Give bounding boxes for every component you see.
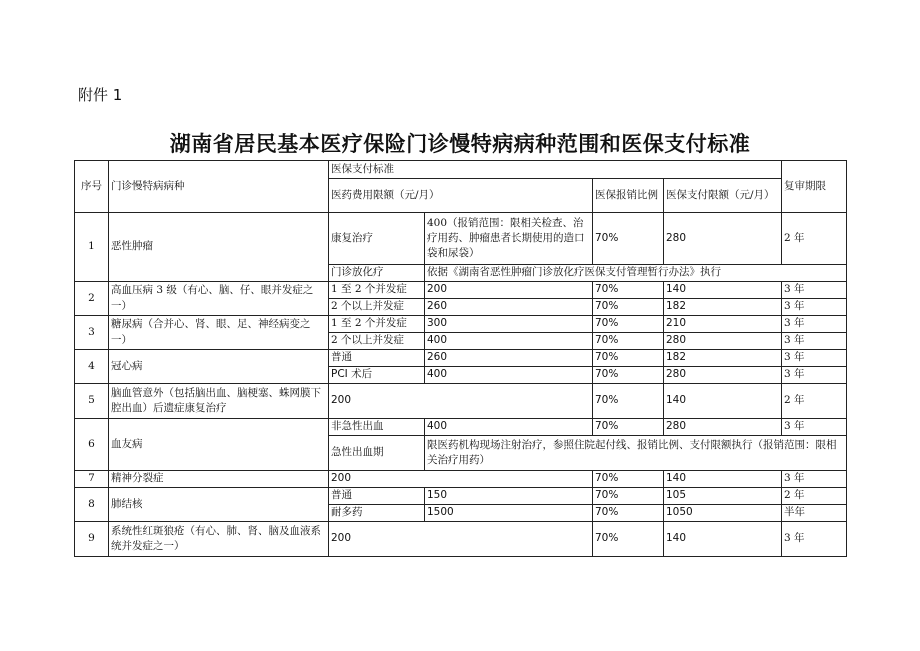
row-pay: 280: [664, 333, 782, 350]
row-subcategory: 1 至 2 个并发症: [329, 316, 425, 333]
row-note: 限医药机构现场注射治疗，参照住院起付线、报销比例、支付限额执行（报销范围：限相关治疗用药）: [425, 436, 847, 471]
row-review: 3 年: [782, 333, 847, 350]
row-pay: 182: [664, 299, 782, 316]
row-fee: 400: [425, 333, 593, 350]
header-pay-limit: 医保支付限额（元/月）: [664, 179, 782, 213]
coverage-table: [74, 160, 847, 557]
row-review: 2 年: [782, 213, 847, 265]
row-pay: 280: [664, 367, 782, 384]
row-subcategory: 2 个以上并发症: [329, 299, 425, 316]
row-pay: 140: [664, 282, 782, 299]
row-pay: 210: [664, 316, 782, 333]
row-pay: 140: [664, 522, 782, 557]
row-pay: 140: [664, 471, 782, 488]
row-review: 3 年: [782, 282, 847, 299]
row-seq: 3: [75, 316, 109, 350]
row-review: 3 年: [782, 350, 847, 367]
table-row: [75, 488, 847, 505]
row-seq: 9: [75, 522, 109, 557]
row-subcategory: 耐多药: [329, 505, 425, 522]
row-fee: 150: [425, 488, 593, 505]
row-seq: 6: [75, 419, 109, 471]
row-subcategory: 门诊放化疗: [329, 265, 425, 282]
row-disease: 高血压病 3 级（有心、脑、仔、眼并发症之一）: [109, 282, 329, 316]
row-review: 半年: [782, 505, 847, 522]
row-disease: 恶性肿瘤: [109, 213, 329, 282]
row-subcategory: 急性出血期: [329, 436, 425, 471]
row-ratio: 70%: [593, 384, 664, 419]
row-seq: 1: [75, 213, 109, 282]
header-seq: 序号: [75, 161, 109, 213]
row-fee: 260: [425, 299, 593, 316]
row-review: 3 年: [782, 522, 847, 557]
row-review: 3 年: [782, 316, 847, 333]
table-row: [75, 316, 847, 333]
row-fee: 1500: [425, 505, 593, 522]
row-pay: 280: [664, 213, 782, 265]
row-fee: 200: [425, 282, 593, 299]
table-row: [75, 522, 847, 557]
header-row-1: [75, 161, 847, 179]
row-subcategory: 普通: [329, 488, 425, 505]
table-row: [75, 384, 847, 419]
row-fee: 200: [329, 471, 593, 488]
row-subcategory: PCI 术后: [329, 367, 425, 384]
row-disease: 肺结核: [109, 488, 329, 522]
row-fee: 300: [425, 316, 593, 333]
row-ratio: 70%: [593, 471, 664, 488]
row-fee: 260: [425, 350, 593, 367]
row-disease: 血友病: [109, 419, 329, 471]
row-subcategory: 1 至 2 个并发症: [329, 282, 425, 299]
row-ratio: 70%: [593, 350, 664, 367]
table-row: [75, 350, 847, 367]
row-fee: 200: [329, 384, 593, 419]
row-fee: 400: [425, 419, 593, 436]
table-row: [75, 213, 847, 265]
row-pay: 1050: [664, 505, 782, 522]
table-row: [75, 419, 847, 436]
table-row: [75, 282, 847, 299]
row-review: 3 年: [782, 471, 847, 488]
row-pay: 280: [664, 419, 782, 436]
header-review: 复审期限: [782, 161, 847, 213]
row-ratio: 70%: [593, 213, 664, 265]
row-review: 3 年: [782, 299, 847, 316]
row-disease: 脑血管意外（包括脑出血、脑梗塞、蛛网膜下腔出血）后遗症康复治疗: [109, 384, 329, 419]
row-subcategory: 康复治疗: [329, 213, 425, 265]
row-disease: 冠心病: [109, 350, 329, 384]
row-fee: 400: [425, 367, 593, 384]
row-subcategory: 普通: [329, 350, 425, 367]
header-reimb-ratio: 医保报销比例: [593, 179, 664, 213]
row-ratio: 70%: [593, 522, 664, 557]
row-ratio: 70%: [593, 367, 664, 384]
row-fee: 400（报销范围：限相关检查、治疗用药、肿瘤患者长期使用的造口袋和尿袋）: [425, 213, 593, 265]
row-seq: 4: [75, 350, 109, 384]
row-ratio: 70%: [593, 333, 664, 350]
row-disease: 糖尿病（合并心、肾、眼、足、神经病变之一）: [109, 316, 329, 350]
row-note: 依据《湖南省恶性肿瘤门诊放化疗医保支付管理暂行办法》执行: [425, 265, 847, 282]
row-review: 3 年: [782, 367, 847, 384]
row-ratio: 70%: [593, 488, 664, 505]
row-seq: 5: [75, 384, 109, 419]
row-pay: 182: [664, 350, 782, 367]
row-ratio: 70%: [593, 505, 664, 522]
row-pay: 140: [664, 384, 782, 419]
row-disease: 精神分裂症: [109, 471, 329, 488]
row-fee: 200: [329, 522, 593, 557]
row-pay: 105: [664, 488, 782, 505]
row-ratio: 70%: [593, 282, 664, 299]
row-seq: 7: [75, 471, 109, 488]
row-seq: 8: [75, 488, 109, 522]
row-review: 2 年: [782, 488, 847, 505]
header-standard: 医保支付标准: [329, 161, 782, 179]
annex-label: 附件 1: [78, 86, 123, 104]
row-ratio: 70%: [593, 316, 664, 333]
header-fee-limit: 医药费用限额（元/月）: [329, 179, 593, 213]
row-seq: 2: [75, 282, 109, 316]
row-disease: 系统性红斑狼疮（有心、肺、肾、脑及血液系统并发症之一）: [109, 522, 329, 557]
row-ratio: 70%: [593, 299, 664, 316]
row-subcategory: 2 个以上并发症: [329, 333, 425, 350]
document-title: 湖南省居民基本医疗保险门诊慢特病病种范围和医保支付标准: [169, 132, 751, 156]
header-disease: 门诊慢特病病种: [109, 161, 329, 213]
row-subcategory: 非急性出血: [329, 419, 425, 436]
row-review: 3 年: [782, 419, 847, 436]
row-review: 2 年: [782, 384, 847, 419]
row-ratio: 70%: [593, 419, 664, 436]
table-row: [75, 471, 847, 488]
